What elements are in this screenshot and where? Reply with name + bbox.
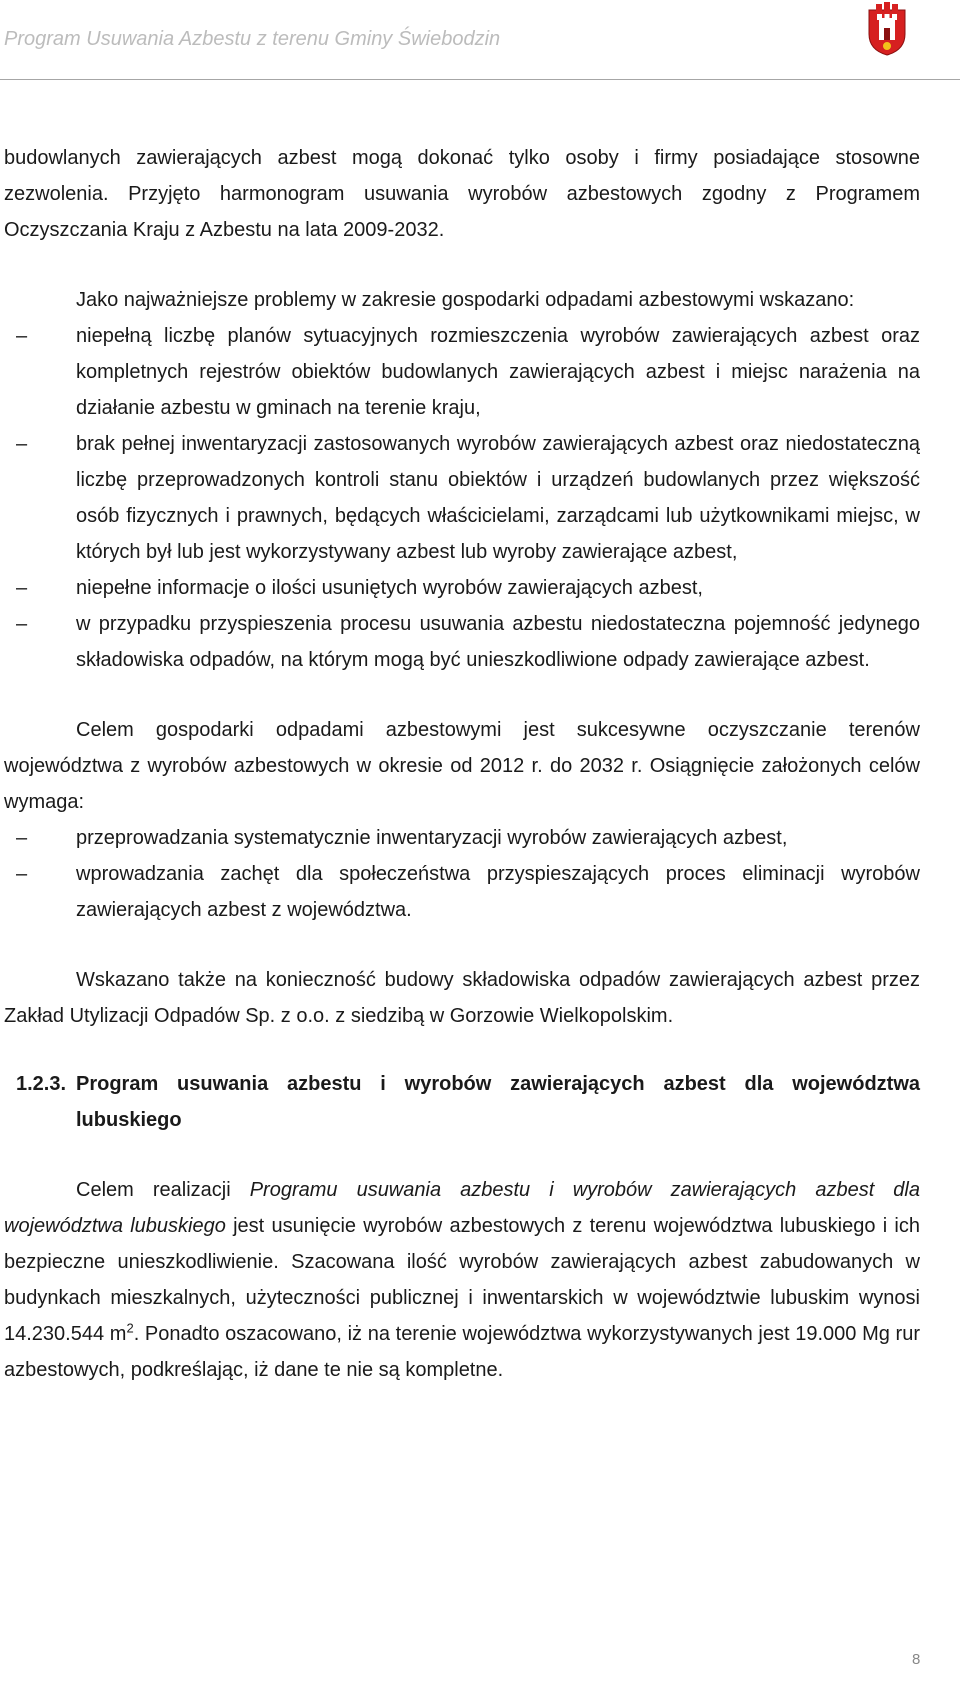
paragraph-2: Jako najważniejsze problemy w zakresie gospodarki odpadami azbestowymi wskazano: bbox=[76, 289, 855, 311]
header-divider bbox=[0, 79, 960, 80]
list-item: – niepełną liczbę planów sytuacyjnych rozmieszczenia wyrobów zawierających azbest oraz kompletnych rejestrów obiektów budowlanych zawierających azbest i miejsc narażenia na działanie azbestu w gminach na terenie kraju, bbox=[4, 318, 920, 426]
header-title: Program Usuwania Azbestu z terenu Gminy Świebodzin bbox=[4, 28, 501, 50]
page-number: 8 bbox=[912, 1651, 921, 1668]
section-heading bbox=[4, 1066, 920, 1138]
dash-bullet: – bbox=[16, 577, 28, 599]
superscript: 2 bbox=[126, 1320, 134, 1336]
program-title-italic: Programu usuwania azbestu i wyrobów zawierających azbest dla województwa lubuskiego bbox=[4, 1179, 920, 1237]
dash-bullet: – bbox=[16, 325, 28, 347]
list-item: – niepełne informacje o ilości usuniętych wyrobów zawierających azbest, bbox=[4, 570, 920, 606]
document-body bbox=[4, 140, 920, 1388]
list-item: – w przypadku przyspieszenia procesu usuwania azbestu niedostateczna pojemność jedynego składowiska odpadów, na którym mogą być unieszkodliwione odpady zawierające azbest. bbox=[4, 606, 920, 678]
list-item: – brak pełnej inwentaryzacji zastosowanych wyrobów zawierających azbest oraz niedostateczną liczbę przeprowadzonych kontroli stanu obiektów i urządzeń budowlanych przez większość osób fizycznych i prawnych, będących właścicielami, zarządcami lub użytkownikami miejsc, w których był lub jest wykorzystywany azbest lub wyroby zawierające azbest, bbox=[4, 426, 920, 570]
dash-bullet: – bbox=[16, 863, 28, 885]
paragraph-4: Wskazano także na konieczność budowy składowiska odpadów zawierających azbest przez Zakład Utylizacji Odpadów Sp. z o.o. z siedzibą w Gorzowie Wielkopolskim. bbox=[4, 969, 920, 1027]
page-header bbox=[0, 0, 960, 82]
section-number: 1.2.3. bbox=[16, 1073, 67, 1095]
problems-list bbox=[4, 318, 920, 678]
list-item: – przeprowadzania systematycznie inwentaryzacji wyrobów zawierających azbest, bbox=[4, 820, 920, 856]
paragraph-3: Celem gospodarki odpadami azbestowymi jest sukcesywne oczyszczanie terenów województwa z wyrobów azbestowych w okresie od 2012 r. do 2032 r. Osiągnięcie założonych celów wymaga: bbox=[4, 719, 920, 813]
section-title: Program usuwania azbestu i wyrobów zawierających azbest dla województwa lubuskiego bbox=[76, 1073, 920, 1131]
dash-bullet: – bbox=[16, 433, 28, 455]
paragraph-1: budowlanych zawierających azbest mogą dokonać tylko osoby i firmy posiadające stosowne zezwolenia. Przyjęto harmonogram usuwania wyrobów azbestowych zgodny z Programem Oczyszczania Kraju z Azbestu na lata 2009-2032. bbox=[4, 147, 920, 241]
goals-list bbox=[4, 820, 920, 928]
coat-of-arms-icon bbox=[866, 2, 908, 56]
dash-bullet: – bbox=[16, 613, 28, 635]
dash-bullet: – bbox=[16, 827, 28, 849]
list-item: – wprowadzania zachęt dla społeczeństwa przyspieszających proces eliminacji wyrobów zawierających azbest z województwa. bbox=[4, 856, 920, 928]
paragraph-5: Celem realizacji Programu usuwania azbestu i wyrobów zawierających azbest dla województwa lubuskiego jest usunięcie wyrobów azbestowych z terenu województwa lubuskiego i ich bezpieczne unieszkodliwienie. Szacowana ilość wyrobów zawierających azbest zabudowanych w budynkach mieszkalnych, użyteczności publicznej i inwentarskich w województwie lubuskim wynosi 14.230.544 $m^2$. Ponadto oszacowano, iż na terenie województwa wykorzystywanych jest 19.000 Mg rur azbestowych, podkreślając, iż dane te nie są kompletne. bbox=[4, 1179, 920, 1381]
